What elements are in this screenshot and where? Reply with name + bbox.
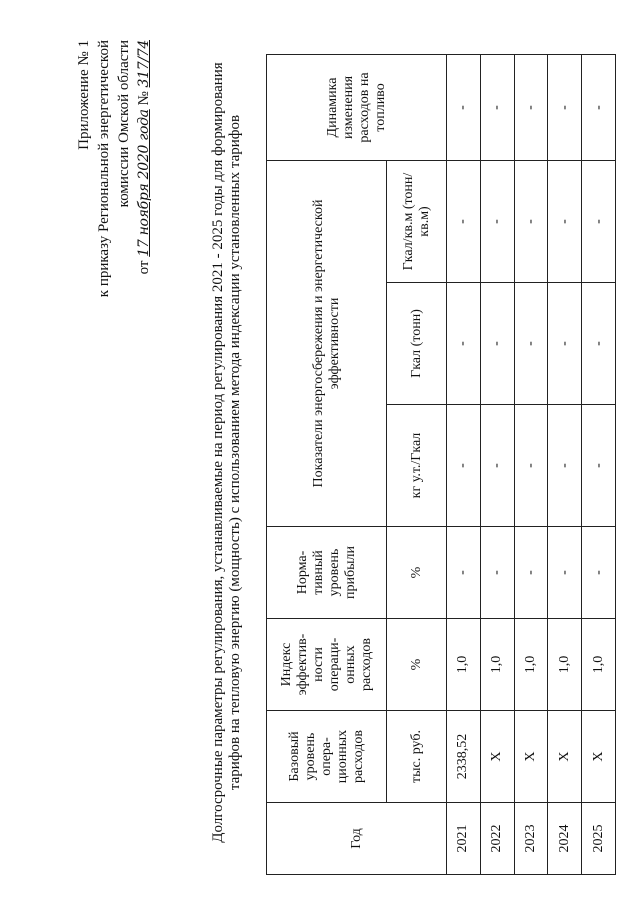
cell-efficiency-index: 1,0 bbox=[514, 619, 548, 711]
appendix-order-ref: к приказу Региональной энергетической bbox=[96, 40, 112, 298]
cell-base-level: Х bbox=[548, 711, 582, 803]
cell-gcal-per-sqm: - bbox=[447, 161, 481, 283]
cell-base-level: 2338,52 bbox=[447, 711, 481, 803]
cell-year: 2021 bbox=[447, 803, 481, 875]
cell-fuel-dynamics: - bbox=[582, 55, 616, 161]
cell-gcal-ton: - bbox=[514, 283, 548, 405]
header-row bbox=[267, 55, 387, 875]
table-row bbox=[447, 55, 481, 875]
cell-fuel-dynamics: - bbox=[480, 55, 514, 161]
cell-efficiency-index: 1,0 bbox=[582, 619, 616, 711]
cell-gcal-ton: - bbox=[548, 283, 582, 405]
cell-kg-per-gcal: - bbox=[480, 405, 514, 527]
cell-base-level: Х bbox=[582, 711, 616, 803]
cell-gcal-per-sqm: - bbox=[514, 161, 548, 283]
cell-efficiency-index: 1,0 bbox=[548, 619, 582, 711]
table-row bbox=[548, 55, 582, 875]
header-efficiency-index: Индекс эффектив-ности операци-онных расходов bbox=[267, 619, 387, 711]
cell-kg-per-gcal: - bbox=[447, 405, 481, 527]
cell-gcal-per-sqm: - bbox=[480, 161, 514, 283]
date-prefix: от bbox=[136, 260, 152, 275]
appendix-commission: комиссии Омской области bbox=[116, 40, 132, 208]
units-row bbox=[387, 55, 447, 875]
cell-year: 2024 bbox=[548, 803, 582, 875]
cell-gcal-ton: - bbox=[480, 283, 514, 405]
appendix-date-line bbox=[134, 40, 154, 360]
handwritten-date: 17 ноября 2020 года bbox=[136, 109, 152, 257]
cell-base-level: Х bbox=[480, 711, 514, 803]
header-energy-indicators: Показатели энергосбережения и энергетической эффективности bbox=[267, 161, 387, 527]
appendix-number: Приложение № 1 bbox=[76, 40, 92, 150]
appendix-header bbox=[74, 40, 154, 360]
table-row bbox=[514, 55, 548, 875]
unit-gcal-ton: Гкал (тонн) bbox=[387, 283, 447, 405]
cell-year: 2022 bbox=[480, 803, 514, 875]
handwritten-number: 317/74 bbox=[136, 40, 152, 88]
header-fuel-dynamics: Динамика изменения расходов на топливо bbox=[267, 55, 447, 161]
cell-efficiency-index: 1,0 bbox=[480, 619, 514, 711]
cell-kg-per-gcal: - bbox=[548, 405, 582, 527]
unit-efficiency-index: % bbox=[387, 619, 447, 711]
cell-fuel-dynamics: - bbox=[447, 55, 481, 161]
header-base-level: Базовый уровень опера-ционных расходов bbox=[267, 711, 387, 803]
cell-year: 2025 bbox=[582, 803, 616, 875]
cell-efficiency-index: 1,0 bbox=[447, 619, 481, 711]
cell-gcal-per-sqm: - bbox=[548, 161, 582, 283]
table-row bbox=[480, 55, 514, 875]
cell-gcal-ton: - bbox=[582, 283, 616, 405]
cell-fuel-dynamics: - bbox=[514, 55, 548, 161]
document-title bbox=[210, 0, 244, 905]
header-year: Год bbox=[267, 803, 447, 875]
cell-gcal-ton: - bbox=[447, 283, 481, 405]
cell-gcal-per-sqm: - bbox=[582, 161, 616, 283]
cell-normative-profit: - bbox=[480, 527, 514, 619]
table-row bbox=[582, 55, 616, 875]
cell-normative-profit: - bbox=[582, 527, 616, 619]
title-line-1: Долгосрочные параметры регулирования, устанавливаемые на период регулирования 2021 - 2025 годы для формирования bbox=[210, 62, 226, 843]
header-normative-profit: Норма-тивный уровень прибыли bbox=[267, 527, 387, 619]
number-prefix: № bbox=[136, 91, 152, 106]
title-line-2: тарифов на тепловую энергию (мощность) с использованием метода индексации установленных тарифов bbox=[227, 114, 243, 791]
cell-year: 2023 bbox=[514, 803, 548, 875]
cell-normative-profit: - bbox=[447, 527, 481, 619]
unit-base-level: тыс. руб. bbox=[387, 711, 447, 803]
unit-gcal-per-sqm: Гкал/кв.м (тонн/кв.м) bbox=[387, 161, 447, 283]
cell-base-level: Х bbox=[514, 711, 548, 803]
cell-kg-per-gcal: - bbox=[514, 405, 548, 527]
cell-kg-per-gcal: - bbox=[582, 405, 616, 527]
cell-normative-profit: - bbox=[548, 527, 582, 619]
unit-normative-profit: % bbox=[387, 527, 447, 619]
parameters-table bbox=[266, 54, 616, 875]
cell-fuel-dynamics: - bbox=[548, 55, 582, 161]
cell-normative-profit: - bbox=[514, 527, 548, 619]
unit-kg-per-gcal: кг у.т./Гкал bbox=[387, 405, 447, 527]
